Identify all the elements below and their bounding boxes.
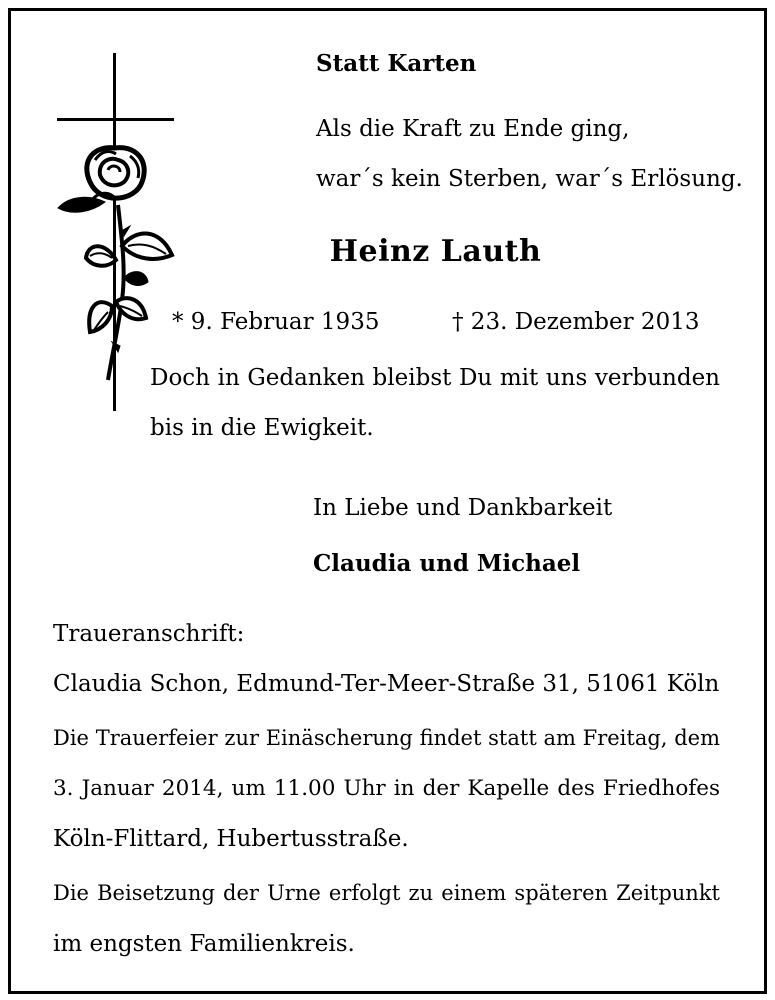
address-line: Claudia Schon, Edmund-Ter-Meer-Straße 31, 51061 Köln bbox=[53, 671, 720, 697]
death-date: † 23. Dezember 2013 bbox=[452, 309, 700, 335]
service-line-2: 3. Januar 2014, um 11.00 Uhr in der Kapelle des Friedhofes bbox=[53, 776, 720, 801]
intro-text: Statt Karten bbox=[316, 50, 477, 77]
verse-line-2: war´s kein Sterben, war´s Erlösung. bbox=[316, 166, 743, 192]
birth-date: * 9. Februar 1935 bbox=[172, 309, 380, 335]
memorial-line-1: Doch in Gedanken bleibst Du mit uns verbunden bbox=[150, 365, 720, 391]
cross-icon bbox=[57, 53, 174, 411]
verse-line-1: Als die Kraft zu Ende ging, bbox=[316, 116, 630, 142]
burial-line-2: im engsten Familienkreis. bbox=[53, 931, 355, 957]
closing-phrase: In Liebe und Dankbarkeit bbox=[313, 495, 613, 521]
memorial-line-2: bis in die Ewigkeit. bbox=[150, 415, 374, 441]
service-line-1: Die Trauerfeier zur Einäscherung findet statt am Freitag, dem bbox=[53, 726, 720, 750]
address-label: Traueranschrift: bbox=[53, 621, 245, 647]
deceased-name: Heinz Lauth bbox=[329, 234, 542, 269]
cross-rose-emblem bbox=[50, 50, 180, 415]
burial-line-1: Die Beisetzung der Urne erfolgt zu einem späteren Zeitpunkt bbox=[53, 881, 720, 905]
family-signature: Claudia und Michael bbox=[313, 550, 581, 577]
service-line-3: Köln-Flittard, Hubertusstraße. bbox=[53, 826, 409, 852]
